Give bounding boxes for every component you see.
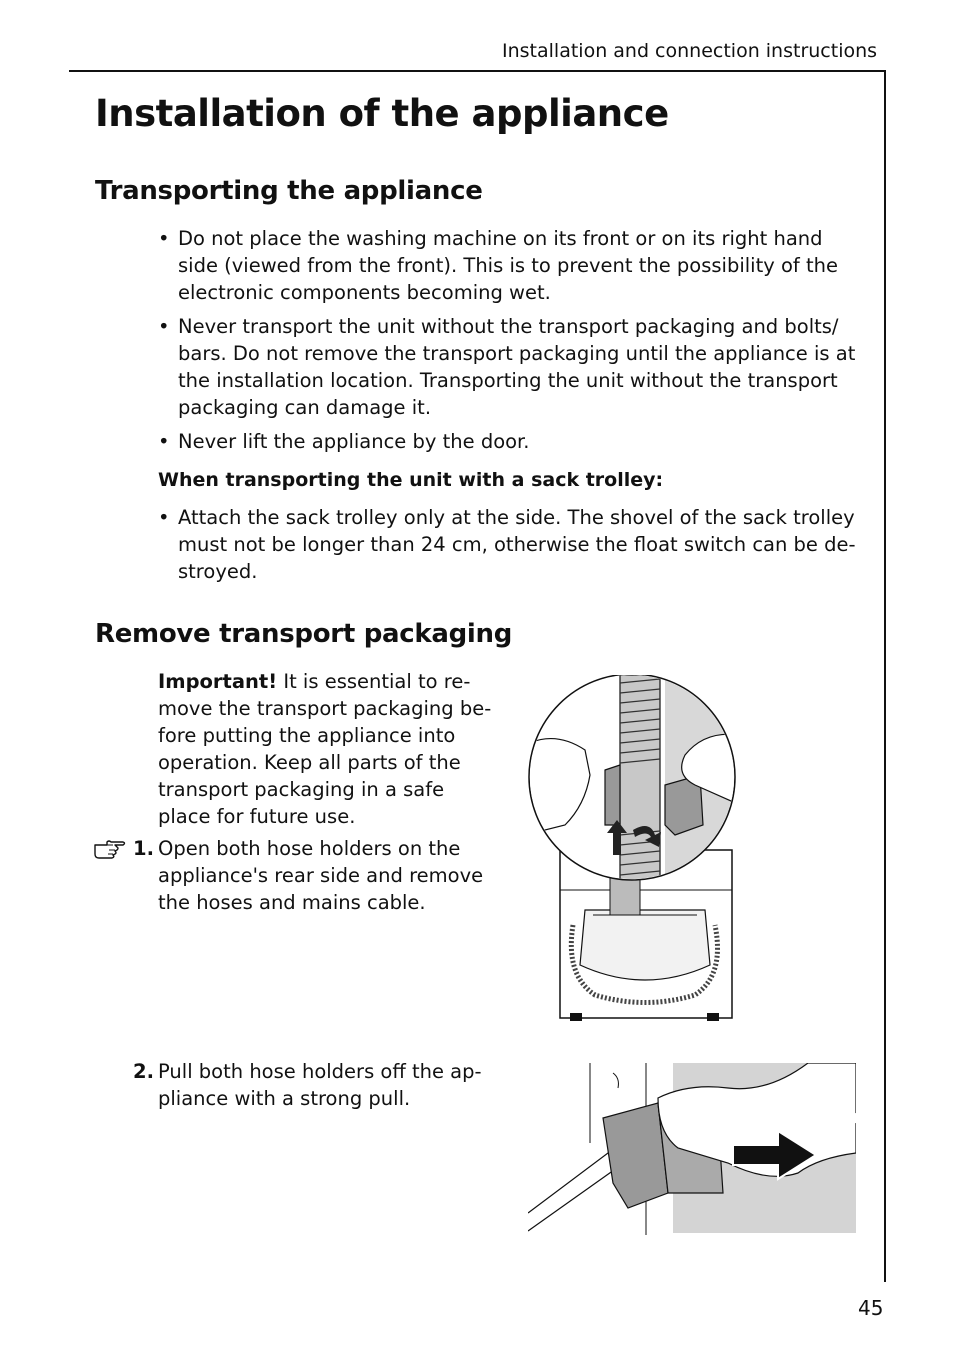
step-line: the hoses and mains cable. (158, 891, 426, 914)
note-line: move the transport packaging be- (158, 697, 492, 720)
step-number: 1. (133, 837, 154, 860)
note-line: fore putting the appliance into (158, 724, 456, 747)
bullet-item (158, 504, 868, 585)
note-line: place for future use. (158, 805, 356, 828)
bullet-line: electronic components becoming wet. (178, 281, 551, 304)
hose-holder-illustration (525, 675, 740, 1025)
bullet-item (158, 428, 868, 455)
important-note (158, 668, 498, 830)
section-heading-remove: Remove transport packaging (95, 619, 513, 649)
bullet-item (158, 225, 868, 306)
step-line: appliance's rear side and remove (158, 864, 484, 887)
header-rule (69, 70, 886, 72)
step-item (133, 835, 493, 916)
bullet-dot-icon: • (158, 506, 170, 529)
pointing-hand-icon (93, 838, 129, 860)
page-number: 45 (858, 1296, 884, 1320)
bullet-item (158, 313, 868, 421)
side-rule (884, 70, 886, 1282)
bullet-dot-icon: • (158, 430, 170, 453)
section-heading-transporting: Transporting the appliance (95, 176, 483, 206)
note-line: It is essential to re- (277, 670, 471, 693)
bullet-line: must not be longer than 24 cm, otherwise the float switch can be de- (178, 533, 856, 556)
bullet-line: packaging can damage it. (178, 396, 432, 419)
bullet-dot-icon: • (158, 227, 170, 250)
bullet-line: Attach the sack trolley only at the side. The shovel of the sack trolley (178, 506, 855, 529)
bullet-line: side (viewed from the front). This is to prevent the possibility of the (178, 254, 838, 277)
bullet-line: stroyed. (178, 560, 258, 583)
trolley-subheading: When transporting the unit with a sack trolley: (158, 469, 664, 491)
step-line: Pull both hose holders off the ap- (158, 1060, 482, 1083)
step-line: Open both hose holders on the (158, 837, 461, 860)
running-head: Installation and connection instructions (502, 40, 878, 62)
bullet-line: Do not place the washing machine on its front or on its right hand (178, 227, 823, 250)
bullet-dot-icon: • (158, 315, 170, 338)
bullet-line: Never lift the appliance by the door. (178, 430, 530, 453)
important-label: Important! (158, 670, 278, 693)
step-item (133, 1058, 493, 1112)
step-number: 2. (133, 1060, 154, 1083)
bullet-line: Never transport the unit without the transport packaging and bolts/ (178, 315, 839, 338)
note-line: transport packaging in a safe (158, 778, 445, 801)
bullet-line: bars. Do not remove the transport packaging until the appliance is at (178, 342, 856, 365)
page-title: Installation of the appliance (95, 92, 669, 135)
step-line: pliance with a strong pull. (158, 1087, 411, 1110)
pull-hose-holder-illustration (528, 1063, 856, 1235)
bullet-line: the installation location. Transporting the unit without the transport (178, 369, 838, 392)
note-line: operation. Keep all parts of the (158, 751, 461, 774)
